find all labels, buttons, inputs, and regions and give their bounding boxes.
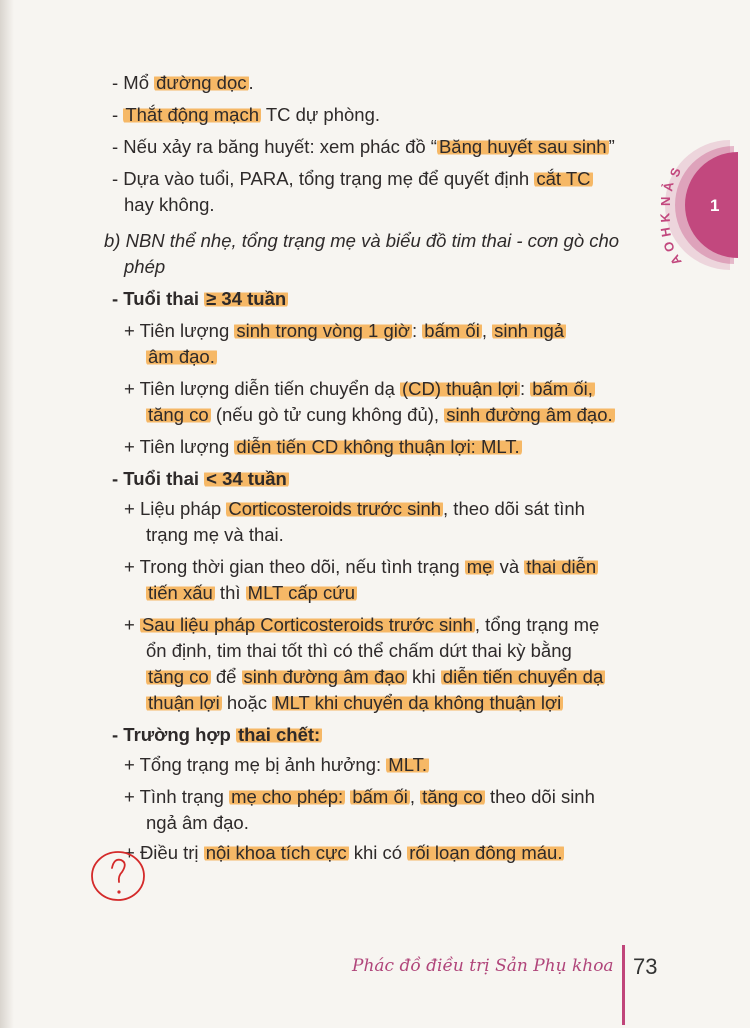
subheading — [112, 286, 288, 312]
highlighted-text: sinh đường âm đạo. — [446, 404, 613, 425]
text: khi — [406, 666, 441, 687]
text: + Tiên lượng — [124, 436, 235, 457]
highlighted-text: (CD) thuận lợi — [402, 378, 518, 399]
tab-letter: S — [666, 165, 684, 180]
text: . — [248, 72, 254, 93]
text: , tổng trạng mẹ — [474, 614, 600, 635]
highlighted-text: tăng co — [422, 786, 483, 807]
list-item — [112, 134, 615, 160]
subheading — [112, 466, 289, 492]
text: hay không. — [124, 194, 215, 215]
highlighted-text: tiến xấu — [148, 582, 213, 603]
subheading — [112, 722, 322, 748]
text: ngả âm đạo. — [146, 812, 249, 833]
highlighted-text: MLT khi chuyển dạ không thuận lợi — [274, 692, 562, 713]
list-item — [124, 554, 598, 580]
list-item-continuation — [146, 580, 357, 606]
list-item — [124, 318, 566, 344]
highlighted-text: tăng co — [148, 404, 209, 425]
highlighted-text: nội khoa tích cực — [205, 842, 347, 863]
footer-book-title: Phác đồ điều trị Sản Phụ khoa — [352, 956, 614, 976]
text: - — [112, 104, 124, 125]
text: : — [519, 378, 531, 399]
list-item-continuation — [146, 638, 572, 664]
text: + Tổng trạng mẹ bị ảnh hưởng: — [124, 754, 387, 775]
highlighted-text: < 34 tuần — [206, 468, 287, 489]
text: + Trong thời gian theo dõi, nếu tình trạng — [124, 556, 465, 577]
highlighted-text: bấm ối — [424, 320, 480, 341]
highlighted-text: thuận lợi — [148, 692, 220, 713]
chapter-number: 1 — [710, 196, 720, 215]
list-item — [124, 784, 595, 810]
list-item — [124, 752, 429, 778]
handwritten-question-mark — [90, 848, 150, 908]
text: trạng mẹ và thai. — [146, 524, 284, 545]
text: hoặc — [221, 692, 273, 713]
list-item — [124, 840, 564, 866]
text: TC dự phòng. — [261, 104, 381, 125]
list-item — [124, 376, 595, 402]
text: phép — [124, 256, 166, 277]
text: - Mổ — [112, 72, 155, 93]
highlighted-text: MLT cấp cứu — [247, 582, 355, 603]
text: - Tuổi thai — [112, 288, 205, 309]
text: , theo dõi sát tình — [443, 498, 585, 519]
list-item — [124, 496, 585, 522]
text: - Tuổi thai — [112, 468, 205, 489]
section-heading-continuation — [124, 254, 165, 280]
highlighted-text: ≥ 34 tuần — [206, 288, 287, 309]
highlighted-text: diễn tiến chuyển dạ — [442, 666, 604, 687]
highlighted-text: tăng co — [148, 666, 209, 687]
tab-letter: N — [658, 196, 673, 206]
highlighted-text: mẹ cho phép: — [231, 786, 344, 807]
highlighted-text: sinh đường âm đạo — [243, 666, 405, 687]
highlighted-text: sinh trong vòng 1 giờ — [236, 320, 411, 341]
highlighted-text: đường dọc — [156, 72, 247, 93]
chapter-side-tab — [657, 140, 750, 270]
page-number: 73 — [633, 954, 658, 979]
list-item-continuation — [146, 810, 249, 836]
text: , — [481, 320, 493, 341]
highlighted-text: bấm ối, — [532, 378, 593, 399]
highlighted-text: diễn tiến CD không thuận lợi: MLT. — [236, 436, 520, 457]
footer-divider — [622, 945, 625, 1025]
text: + — [124, 614, 140, 635]
text: b) NBN thể nhẹ, tổng trạng mẹ và biểu đồ tim thai - cơn gò cho — [104, 230, 620, 251]
tab-letter: Ả — [660, 180, 677, 193]
text: + Liệu pháp — [124, 498, 227, 519]
list-item-continuation — [124, 192, 215, 218]
list-item-continuation — [146, 664, 605, 690]
text: - Nếu xảy ra băng huyết: xem phác đồ “ — [112, 136, 437, 157]
list-item — [112, 102, 380, 128]
list-item — [112, 70, 254, 96]
highlighted-text: Corticosteroids trước sinh — [228, 498, 442, 519]
highlighted-text: Băng huyết sau sinh — [438, 136, 607, 157]
highlighted-text: Thắt động mạch — [125, 104, 260, 125]
text: - Trường hợp — [112, 724, 236, 745]
text: (nếu gò tử cung không đủ), — [210, 404, 445, 425]
text: + Điều trị — [124, 842, 204, 863]
highlighted-text: thai diễn — [526, 556, 597, 577]
text: khi có — [348, 842, 408, 863]
highlighted-text: MLT. — [388, 754, 427, 775]
text: - Dựa vào tuổi, PARA, tổng trạng mẹ để quyết định — [112, 168, 535, 189]
list-item-continuation — [146, 402, 615, 428]
highlighted-text: rối loạn đông máu. — [409, 842, 563, 863]
list-item — [112, 166, 593, 192]
tab-letter: O — [660, 239, 678, 255]
section-heading — [104, 228, 619, 254]
list-item — [124, 434, 522, 460]
tab-letter: H — [657, 226, 674, 239]
highlighted-text: bấm ối — [352, 786, 408, 807]
text: + Tiên lượng diễn tiến chuyển dạ — [124, 378, 400, 399]
text: ” — [608, 136, 615, 157]
list-item-continuation — [146, 522, 284, 548]
text: thì — [214, 582, 246, 603]
text: + Tiên lượng — [124, 320, 235, 341]
text: theo dõi sinh — [484, 786, 595, 807]
text: ổn định, tim thai tốt thì có thể chấm dứt thai kỳ bằng — [146, 640, 572, 661]
chapter-tab-graphic — [657, 140, 750, 270]
text: : — [412, 320, 423, 341]
list-item — [124, 612, 599, 638]
tab-letter: K — [657, 212, 673, 224]
tab-letter: A — [666, 252, 685, 268]
text: và — [494, 556, 525, 577]
highlighted-text: âm đạo. — [148, 346, 215, 367]
highlighted-text: Sau liệu pháp Corticosteroids trước sinh — [141, 614, 473, 635]
text: , — [409, 786, 421, 807]
highlighted-text: mẹ — [466, 556, 493, 577]
highlighted-text: thai chết: — [237, 724, 321, 745]
highlighted-text: sinh ngả — [494, 320, 565, 341]
text: + Tình trạng — [124, 786, 230, 807]
list-item-continuation — [146, 344, 217, 370]
text: để — [210, 666, 242, 687]
list-item-continuation — [146, 690, 563, 716]
highlighted-text: cắt TC — [536, 168, 591, 189]
